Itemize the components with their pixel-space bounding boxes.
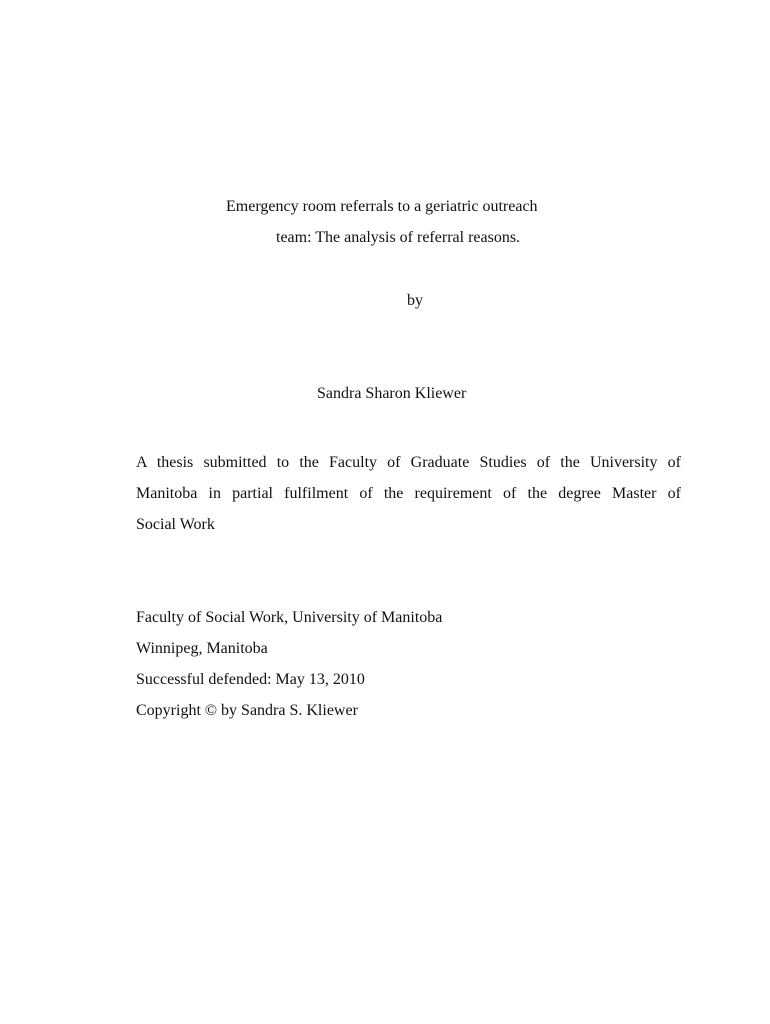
thesis-title-line-2: team: The analysis of referral reasons. <box>276 229 521 246</box>
faculty-line: Faculty of Social Work, University of Manitoba <box>136 609 443 626</box>
by-label: by <box>407 292 423 309</box>
author-name: Sandra Sharon Kliewer <box>317 385 467 402</box>
city-line: Winnipeg, Manitoba <box>136 640 268 657</box>
thesis-statement-line-1: A thesis submitted to the Faculty of Graduate Studies of the University of <box>136 454 681 471</box>
affiliation-block <box>136 602 442 726</box>
thesis-statement <box>136 447 681 540</box>
thesis-statement-line-3: Social Work <box>136 516 215 533</box>
copyright-line: Copyright © by Sandra S. Kliewer <box>136 702 358 719</box>
defense-date-line: Successful defended: May 13, 2010 <box>136 671 365 688</box>
thesis-title-line-1: Emergency room referrals to a geriatric outreach <box>226 198 538 215</box>
thesis-statement-line-2: Manitoba in partial fulfilment of the requirement of the degree Master of <box>136 485 681 502</box>
